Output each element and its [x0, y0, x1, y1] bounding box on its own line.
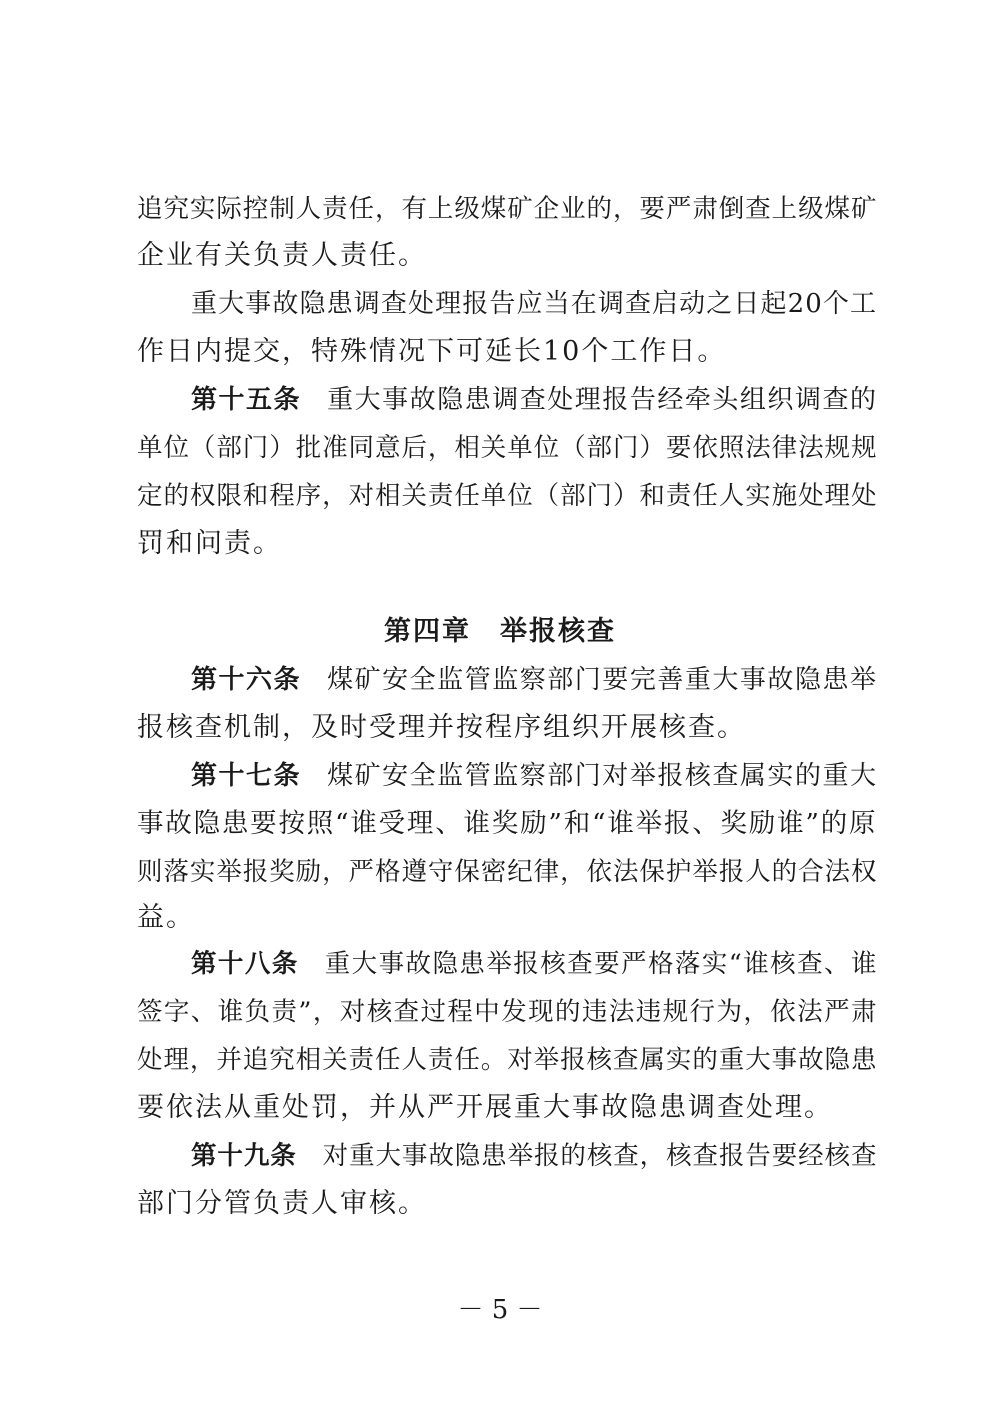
text-line [137, 232, 877, 280]
text-line [137, 472, 877, 520]
text-line [137, 328, 877, 376]
line-text: 重大事故隐患调查处理报告应当在调查启动之日起20个工 [191, 289, 877, 319]
text-line [137, 1180, 877, 1228]
line-text: 重大事故隐患调查处理报告经牵头组织调查的 [327, 385, 877, 415]
line-text: 罚和问责。 [137, 528, 282, 559]
line-text: 报核查机制，及时受理并按程序组织开展核查。 [137, 712, 746, 743]
text-line [137, 704, 877, 752]
article-label: 第十八条 [191, 949, 299, 979]
line-text: 煤矿安全监管监察部门要完善重大事故隐患举 [327, 665, 877, 695]
text-line [137, 280, 877, 328]
article-first-line [137, 752, 877, 800]
line-text: 煤矿安全监管监察部门对举报核查属实的重大 [327, 761, 877, 791]
text-line [137, 1036, 877, 1084]
text-line [137, 848, 877, 896]
article-first-line [137, 940, 877, 988]
text-line [137, 185, 877, 233]
line-text: 益。 [137, 902, 195, 933]
line-text: 追究实际控制人责任，有上级煤矿企业的，要严肃倒查上级煤矿 [137, 194, 877, 224]
line-text: 事故隐患要按照“谁受理、谁奖励”和“谁举报、奖励谁”的原 [137, 808, 877, 839]
article-first-line [137, 1132, 877, 1180]
line-text: 定的权限和程序，对相关责任单位（部门）和责任人实施处理处 [137, 481, 877, 511]
text-line [137, 424, 877, 472]
article-label: 第十七条 [191, 761, 302, 791]
article-label: 第十六条 [191, 665, 302, 695]
line-text: 作日内提交，特殊情况下可延长10个工作日。 [137, 336, 727, 367]
article-label: 第十九条 [191, 1141, 297, 1171]
text-line [137, 894, 877, 942]
article-first-line [137, 656, 877, 704]
line-text: 则落实举报奖励，严格遵守保密纪律，依法保护举报人的合法权 [137, 857, 877, 887]
text-line [137, 1084, 877, 1132]
line-text: 重大事故隐患举报核查要严格落实“谁核查、谁 [324, 949, 877, 979]
text-line [137, 988, 877, 1036]
text-line [137, 520, 877, 568]
line-text: 要依法从重处罚，并从严开展重大事故隐患调查处理。 [137, 1092, 833, 1123]
line-text: 单位（部门）批准同意后，相关单位（部门）要依照法律法规规 [137, 433, 877, 463]
chapter-title: 第四章 举报核查 [384, 616, 616, 647]
line-text: 签字、谁负责”，对核查过程中发现的违法违规行为，依法严肃 [137, 997, 877, 1027]
article-first-line [137, 376, 877, 424]
text-line [137, 800, 877, 848]
line-text: 企业有关负责人责任。 [137, 240, 427, 271]
line-text: 部门分管负责人审核。 [137, 1188, 427, 1219]
line-text: 对重大事故隐患举报的核查，核查报告要经核查 [322, 1141, 877, 1171]
page-number: － 5 － [457, 1295, 543, 1325]
article-label: 第十五条 [191, 385, 302, 415]
line-text: 处理，并追究相关责任人责任。对举报核查属实的重大事故隐患 [137, 1045, 877, 1075]
